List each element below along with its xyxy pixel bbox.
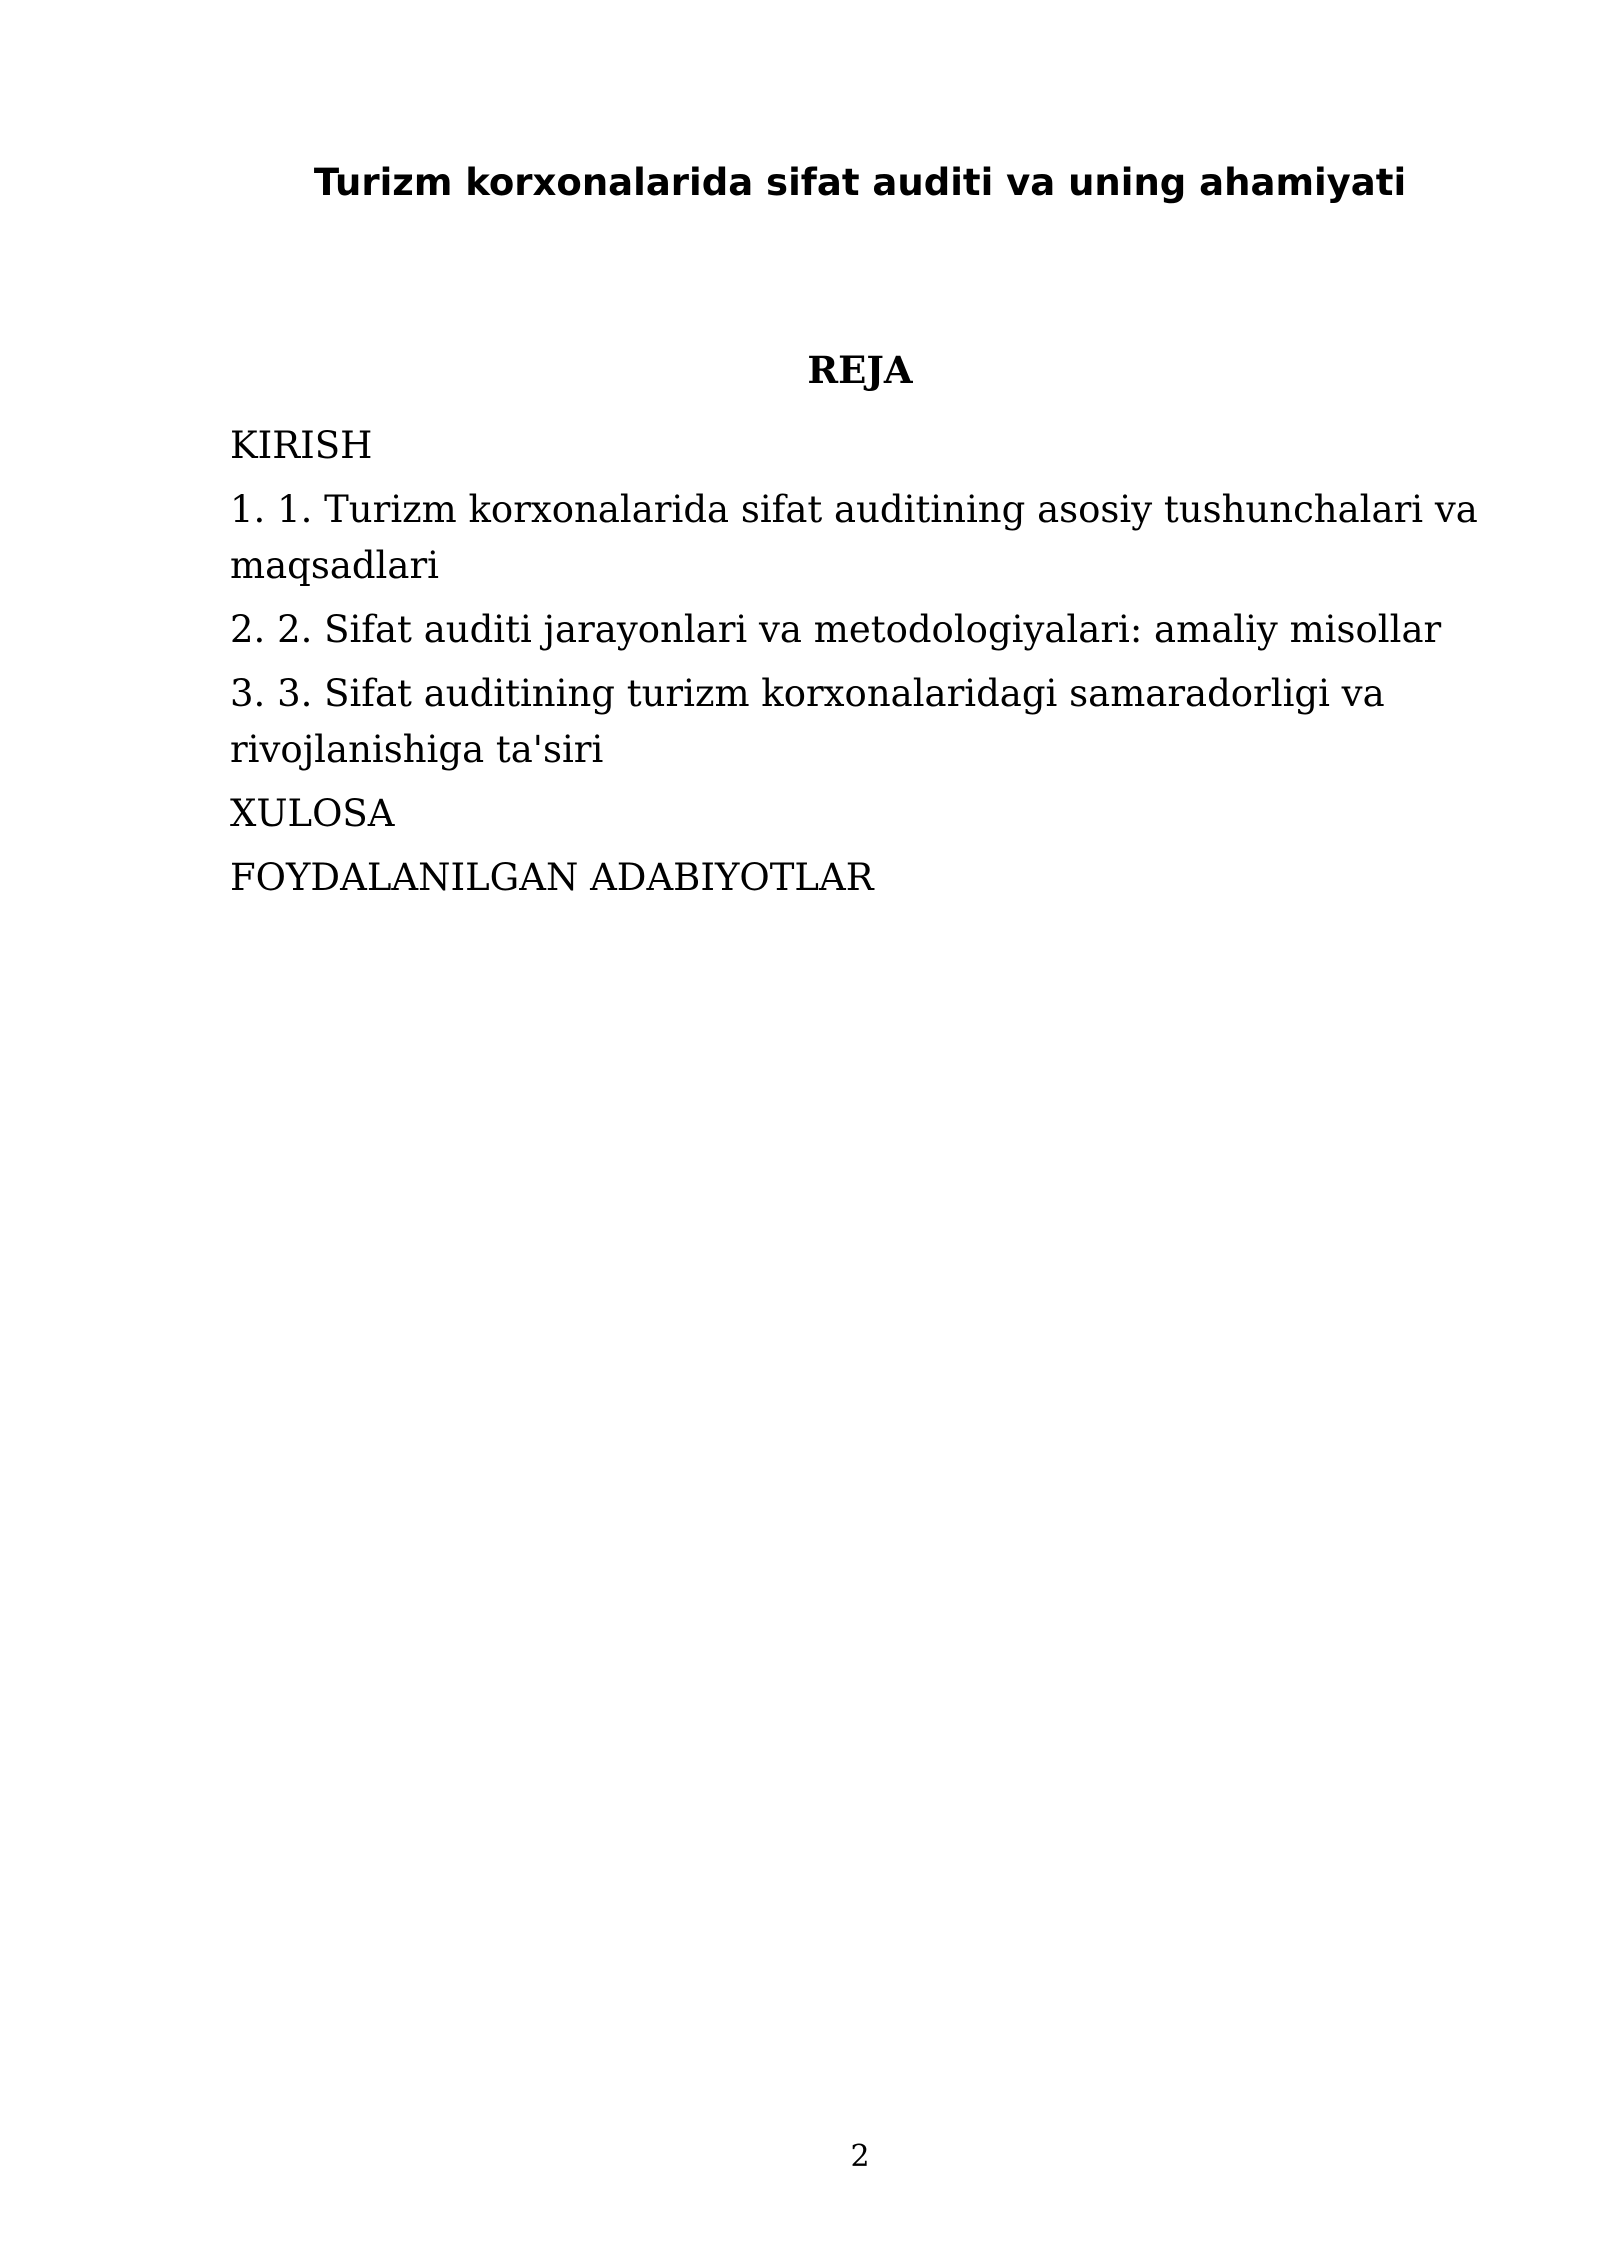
plan-list xyxy=(230,418,1490,914)
page-number: 2 xyxy=(850,2139,870,2174)
plan-heading: REJA xyxy=(807,348,913,392)
plan-item-conclusion: XULOSA xyxy=(230,792,395,835)
plan-item-chapter-2: 2. 2. Sifat auditi jarayonlari va metodologiyalari: amaliy misollar xyxy=(230,608,1442,651)
document-title: Turizm korxonalarida sifat auditi va uning ahamiyati xyxy=(313,161,1407,204)
plan-item-introduction: KIRISH xyxy=(230,424,373,467)
plan-item-chapter-3: 3. 3. Sifat auditining turizm korxonalaridagi samaradorligi va rivojlanishiga ta'siri xyxy=(230,672,1385,771)
plan-item-chapter-1: 1. 1. Turizm korxonalarida sifat auditining asosiy tushunchalari va maqsadlari xyxy=(230,488,1478,587)
plan-item-references: FOYDALANILGAN ADABIYOTLAR xyxy=(230,856,874,899)
